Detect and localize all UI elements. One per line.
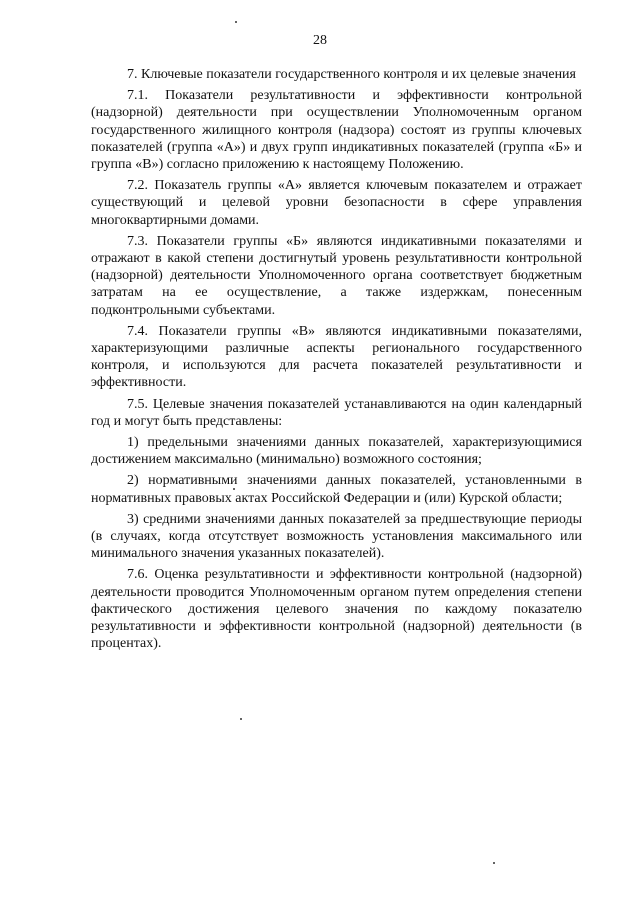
paragraph-7-6: 7.6. Оценка результативности и эффективности контрольной (надзорной) деятельности проводится Уполномоченным органом путем определения степени фактического достижения целевого значения по каждому показателю результативности и эффективности контрольной (надзорной) деятельности (в процентах). (91, 567, 582, 652)
paragraph-7-4: 7.4. Показатели группы «В» являются индикативными показателями, характеризующими различные аспекты регионального государственного контроля, и используются для расчета показателей результативности и эффективности. (91, 323, 582, 391)
paragraph-7-2: 7.2. Показатель группы «А» является ключевым показателем и отражает существующий и целевой уровни безопасности в сфере управления многоквартирными домами. (91, 178, 582, 228)
scan-speck (493, 862, 495, 864)
list-item-3: 3) средними значениями данных показателей за предшествующие периоды (в случаях, когда отсутствует возможность установления максимального или минимального значения указанных показателей). (91, 511, 582, 562)
section-heading: 7. Ключевые показатели государственного контроля и их целевые значения (127, 67, 576, 82)
list-item-2: 2) нормативными значениями данных показателей, установленными в нормативных правовых актах Российской Федерации и (или) Курской области; (91, 473, 582, 506)
section-body (91, 66, 582, 657)
list-item-1: 1) предельными значениями данных показателей, характеризующимися достижением максимально (минимально) возможного состояния; (91, 435, 582, 468)
scan-speck (235, 21, 237, 23)
paragraph-7-1: 7.1. Показатели результативности и эффективности контрольной (надзорной) деятельности при осуществлении Уполномоченным органом государственного жилищного контроля (надзора) состоят из группы ключевых показателей (группа «А») и двух групп индикативных показателей (группа «Б» и группа «В») согласно приложению к настоящему Положению. (91, 88, 582, 173)
paragraph-7-3: 7.3. Показатели группы «Б» являются индикативными показателями и отражают в какой степени достигнутый уровень результативности контрольной (надзорной) деятельности Уполномоченного органа соответствует бюджетным затратам на ее осуществление, а также издержкам, понесенным подконтрольными субъектами. (91, 233, 582, 318)
paragraph-7-5: 7.5. Целевые значения показателей устанавливаются на один календарный год и могут быть представлены: (91, 396, 582, 429)
scan-speck (240, 718, 242, 720)
page-number: 28 (313, 33, 327, 48)
